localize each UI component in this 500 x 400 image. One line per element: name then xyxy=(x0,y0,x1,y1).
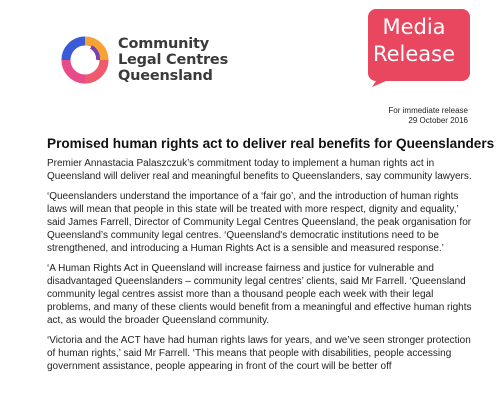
logo-wordmark xyxy=(118,36,228,84)
article-paragraph: Premier Annastacia Palaszczuk’s commitment today to implement a human rights act in Queensland will deliver real and meaningful benefits to Queenslanders, say community lawyers. xyxy=(47,158,472,182)
release-meta xyxy=(388,106,468,126)
logo-line: Queensland xyxy=(118,68,213,84)
logo-line: Legal Centres xyxy=(118,52,229,68)
article-headline: Promised human rights act to deliver real benefits for Queenslanders xyxy=(47,136,495,151)
media-release-badge xyxy=(358,14,470,68)
logo-line: Community xyxy=(118,36,210,52)
release-date: 29 October 2016 xyxy=(408,116,468,125)
clcq-logo-mark-icon xyxy=(60,35,110,85)
badge-line: Media xyxy=(382,15,446,39)
article-paragraph: ‘Victoria and the ACT have had human rights laws for years, and we’ve seen stronger protection of human rights,’ said Mr Farrell. ‘This means that people with disabilities, people accessing government assistance, people appearing in front of the court will be better off xyxy=(47,335,471,372)
article-paragraph: ‘A Human Rights Act in Queensland will increase fairness and justice for vulnerable and disadvantaged Queenslanders – community legal centres’ clients, said Mr Farrell. ‘Queensland community legal centres assist more than a thousand people each week with their legal problems, and many of these clients would benefit from a meaningful and effective human rights act, as would the broader Queensland community. xyxy=(47,263,472,326)
badge-line: Release xyxy=(372,42,456,66)
article-body xyxy=(47,157,477,380)
release-note: For immediate release xyxy=(388,106,468,115)
article-paragraph: ‘Queenslanders understand the importance of a ‘fair go’, and the introduction of human rights laws will mean that people in this state will be treated with more respect, dignity and equality,’ said James Farrell, Director of Community Legal Centres Queensland, the peak organisation for Queensland’s community legal centres. ‘Queensland's democratic institutions need to be strengthened, and introducing a Human Rights Act is a sensible and measured response.’ xyxy=(47,191,472,254)
